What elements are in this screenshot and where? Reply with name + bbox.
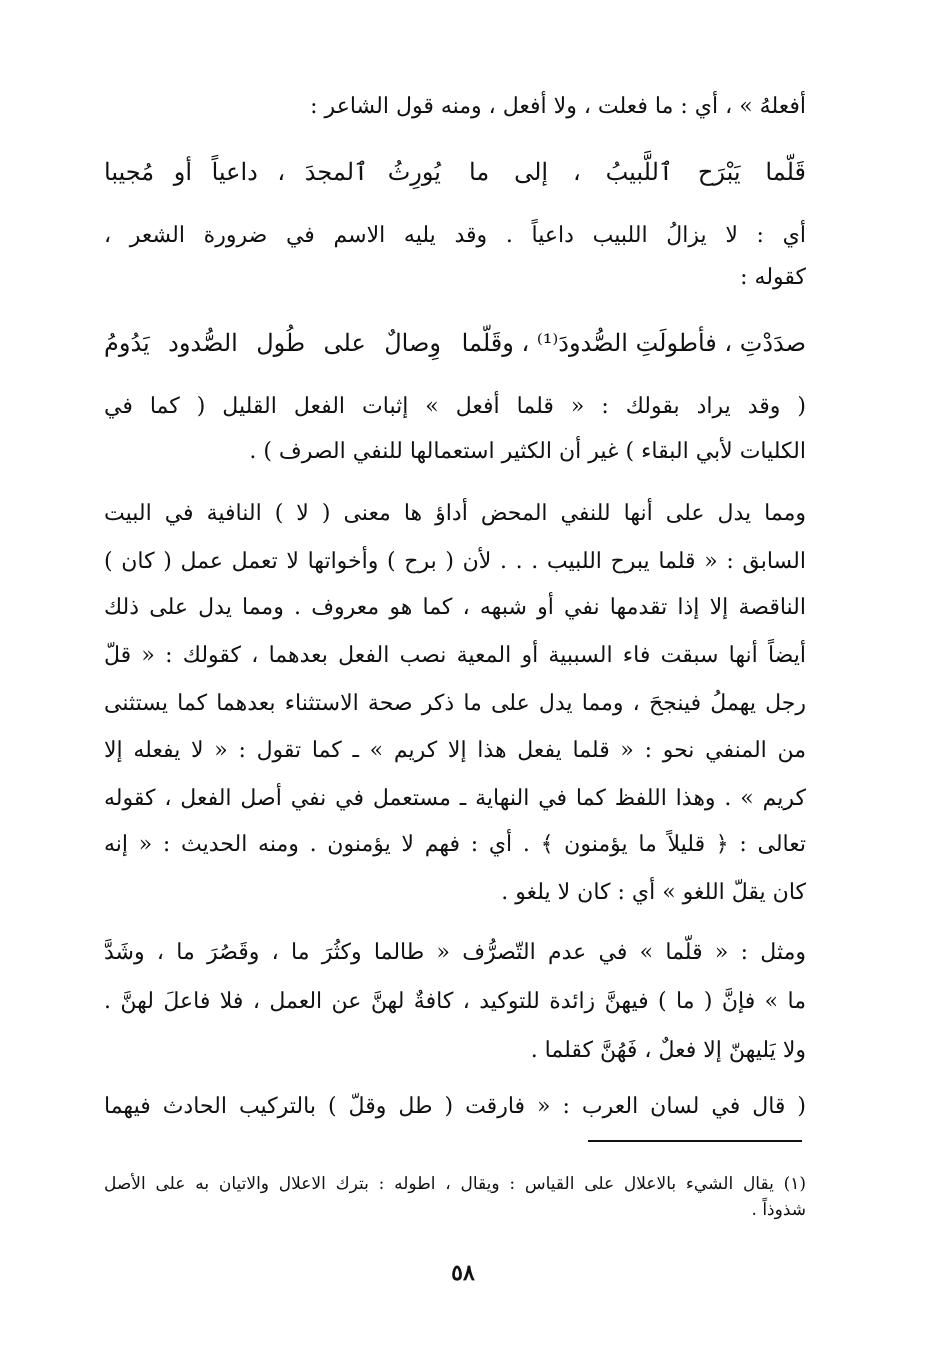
- text-line: ومما يدل على أنها للنفي المحض أداؤ ها معنى ( لا ) النافية في البيت: [104, 501, 806, 526]
- page-number: ٥٨: [451, 1260, 475, 1286]
- text-line: أفعلهُ » ، أي : ما فعلت ، ولا أفعل ، ومنه قول الشاعر :: [310, 94, 806, 119]
- text-line: كريم » . وهذا اللفظ كما في النهاية ـ مستعمل في نفي أصل الفعل ، كقوله: [104, 786, 806, 811]
- text-line: ومثل : « قلّما » في عدم التّصرُّف « طالما وكثُرَ ما ، وقَصُرَ ما ، وشَدَّ: [104, 940, 806, 965]
- text-line: الكليات لأبي البقاء ) غير أن الكثير استعمالها للنفي الصرف ) .: [249, 439, 806, 464]
- verse: [104, 323, 806, 363]
- text-line: الناقصة إلا إذا تقدمها نفي أو شبهه ، كما هو معروف . ومما يدل على ذلك: [104, 595, 806, 620]
- text-line: كان يقلّ اللغو » أي : كان لا يلغو .: [501, 880, 806, 905]
- text-line: ( قال في لسان العرب : « فارقت ( طل وقلّ ) بالتركيب الحادث فيهما: [104, 1094, 806, 1119]
- text-line: تعالى : ﴿ قليلاً ما يؤمنون ﴾ . أي : فهم لا يؤمنون . ومنه الحديث : « إنه: [104, 832, 807, 857]
- text-line: ما » فإنَّ ( ما ) فيهنَّ زائدة للتوكيد ، كافةٌ لهنَّ عن العمل ، فلا فاعلَ لهنَّ .: [104, 989, 806, 1014]
- footnote-separator: [588, 1140, 802, 1142]
- verse-second-hemistich: يُورِثُ ٱلمجدَ ، داعياً أو مُجيبا: [104, 158, 441, 186]
- verse: [104, 152, 806, 192]
- verse-first-hemistich: قَلّما يَبْرَح ٱللَّبيبُ ، إلى ما: [469, 158, 806, 186]
- footnote-line: (١) يقال الشيء بالاعلال على القياس : ويقال ، اطوله : بترك الاعلال والاتيان به على الأصل: [104, 1174, 806, 1194]
- verse-second-hemistich: وِصالٌ على طُول الصُّدود يَدُومُ: [104, 329, 441, 357]
- text-line: كقوله :: [740, 265, 806, 290]
- text-line: ( وقد يراد بقولك : « قلما أفعل » إثبات الفعل القليل ( كما في: [104, 394, 806, 419]
- footnote-line: شذوذاً .: [751, 1200, 806, 1220]
- text-line: رجل يهملُ فينجحَ ، ومما يدل على ما ذكر صحة الاستثناء بعدهما كما يستثنى: [104, 691, 806, 716]
- text-line: أيضاً أنها سبقت فاء السببية أو المعية نصب الفعل بعدهما ، كقولك : « قلّ: [104, 643, 806, 668]
- verse-first-hemistich: صدَدْتِ ، فأطولَتِ الصُّدودَ⁽¹⁾ ، وقَلّما: [461, 329, 806, 357]
- text-line: أي : لا يزالُ اللبيب داعياً . وقد يليه الاسم في ضرورة الشعر ،: [104, 223, 806, 248]
- text-line: ولا يَليهنّ إلا فعلٌ ، فَهُنَّ كقلما .: [530, 1038, 806, 1063]
- text-line: السابق : « قلما يبرح اللبيب . . . لأن ( برح ) وأخواتها لا تعمل عمل ( كان ): [104, 549, 806, 574]
- text-line: من المنفي نحو : « قلما يفعل هذا إلا كريم » ـ كما تقول : « لا يفعله إلا: [104, 738, 807, 763]
